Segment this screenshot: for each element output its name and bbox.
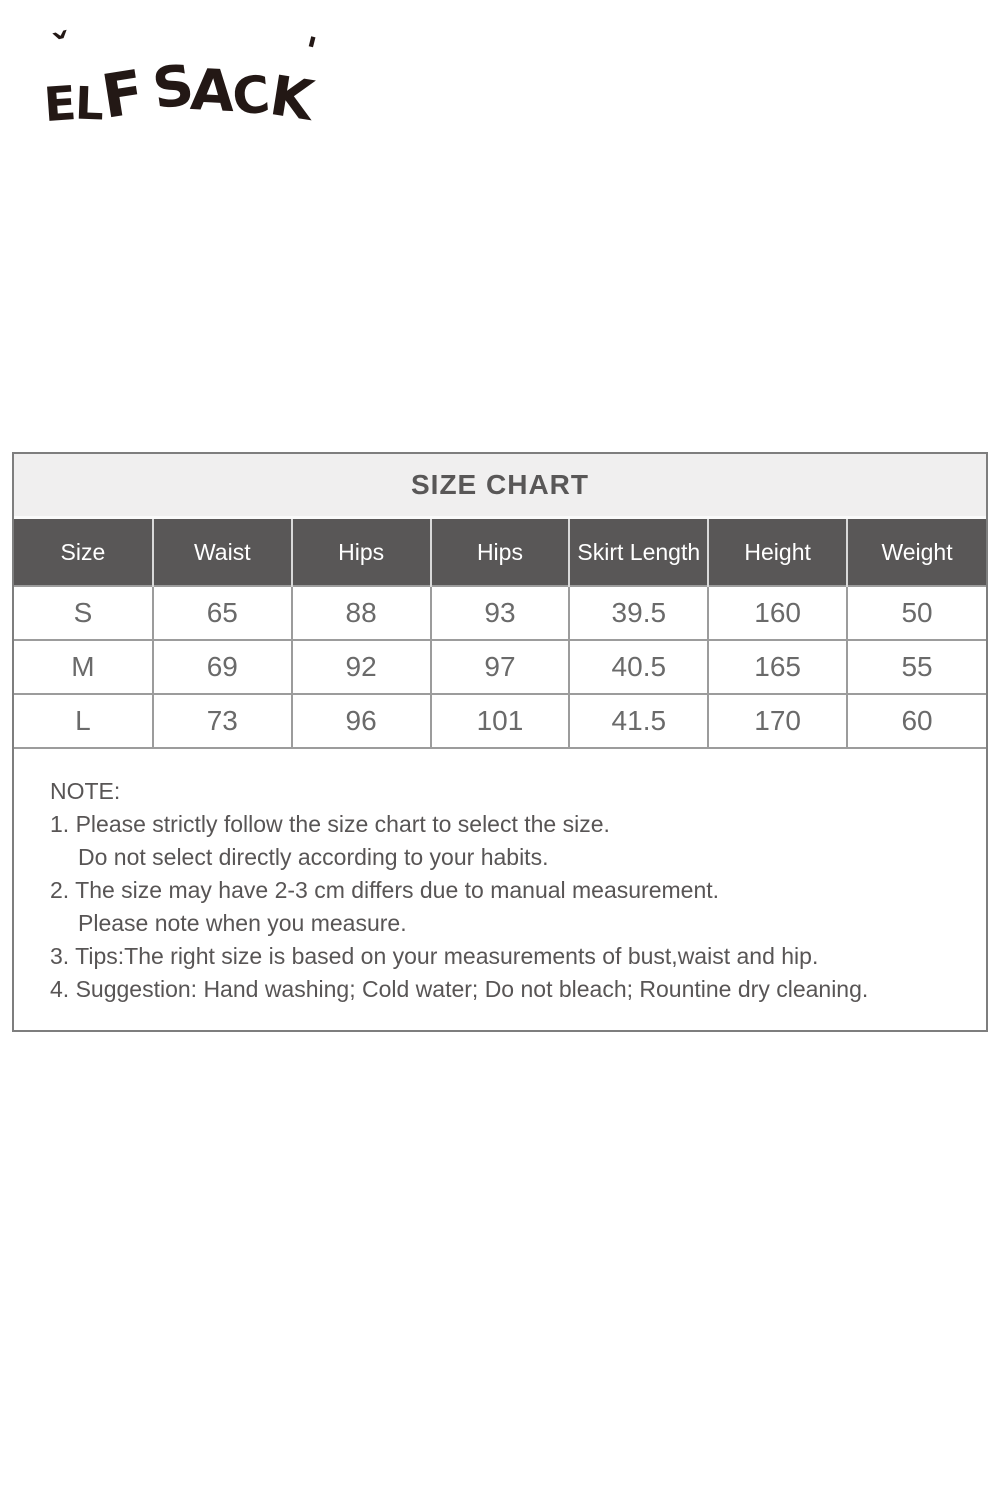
table-cell: 39.5 <box>569 586 708 640</box>
column-header-hips2: Hips <box>431 518 570 587</box>
table-cell: 93 <box>431 586 570 640</box>
size-chart-table-body <box>14 586 986 748</box>
logo-caron-icon: ˇ <box>48 25 80 75</box>
note-line-2-continued: Please note when you measure. <box>78 910 407 936</box>
size-chart-panel <box>12 452 988 1032</box>
table-row-l <box>14 694 986 748</box>
table-row-m <box>14 640 986 694</box>
size-chart-table-header <box>14 518 986 587</box>
note-line-1: 1. Please strictly follow the size chart to select the size. <box>50 811 610 837</box>
logo-letter: K <box>265 62 318 133</box>
table-cell: 170 <box>708 694 847 748</box>
logo-letter: L <box>74 76 105 130</box>
note-line-3: 3. Tips:The right size is based on your measurements of bust,waist and hip. <box>50 943 819 969</box>
header-row <box>14 518 986 587</box>
logo-letter: C <box>230 65 273 128</box>
table-cell: 88 <box>292 586 431 640</box>
table-cell: 65 <box>153 586 292 640</box>
size-chart-title: SIZE CHART <box>14 454 986 516</box>
table-cell: 165 <box>708 640 847 694</box>
logo-letter: S <box>148 52 198 123</box>
logo-letter: F <box>96 57 149 133</box>
note-line-2: 2. The size may have 2-3 cm differs due to manual measurement. <box>50 877 720 903</box>
table-cell: 55 <box>847 640 986 694</box>
size-cell: M <box>14 640 153 694</box>
table-cell: 41.5 <box>569 694 708 748</box>
table-cell: 97 <box>431 640 570 694</box>
logo-letter: E <box>42 75 78 133</box>
column-header-skirt-length: Skirt Length <box>569 518 708 587</box>
table-cell: 50 <box>847 586 986 640</box>
column-header-size: Size <box>14 518 153 587</box>
notes-section <box>14 749 986 1030</box>
column-header-height: Height <box>708 518 847 587</box>
table-row-s <box>14 586 986 640</box>
table-cell: 101 <box>431 694 570 748</box>
table-cell: 160 <box>708 586 847 640</box>
size-cell: S <box>14 586 153 640</box>
column-header-hips: Hips <box>292 518 431 587</box>
table-cell: 40.5 <box>569 640 708 694</box>
size-cell: L <box>14 694 153 748</box>
note-line-1-continued: Do not select directly according to your habits. <box>78 844 549 870</box>
table-cell: 69 <box>153 640 292 694</box>
size-chart-table <box>14 516 986 749</box>
column-header-weight: Weight <box>847 518 986 587</box>
brand-logo <box>42 25 321 133</box>
table-cell: 92 <box>292 640 431 694</box>
logo-tick-icon: ' <box>298 28 321 74</box>
table-cell: 73 <box>153 694 292 748</box>
notes-heading: NOTE: <box>50 778 121 804</box>
logo-letter: A <box>188 56 237 125</box>
column-header-waist: Waist <box>153 518 292 587</box>
table-cell: 96 <box>292 694 431 748</box>
note-line-4: 4. Suggestion: Hand washing; Cold water; Do not bleach; Rountine dry cleaning. <box>50 976 869 1002</box>
table-cell: 60 <box>847 694 986 748</box>
